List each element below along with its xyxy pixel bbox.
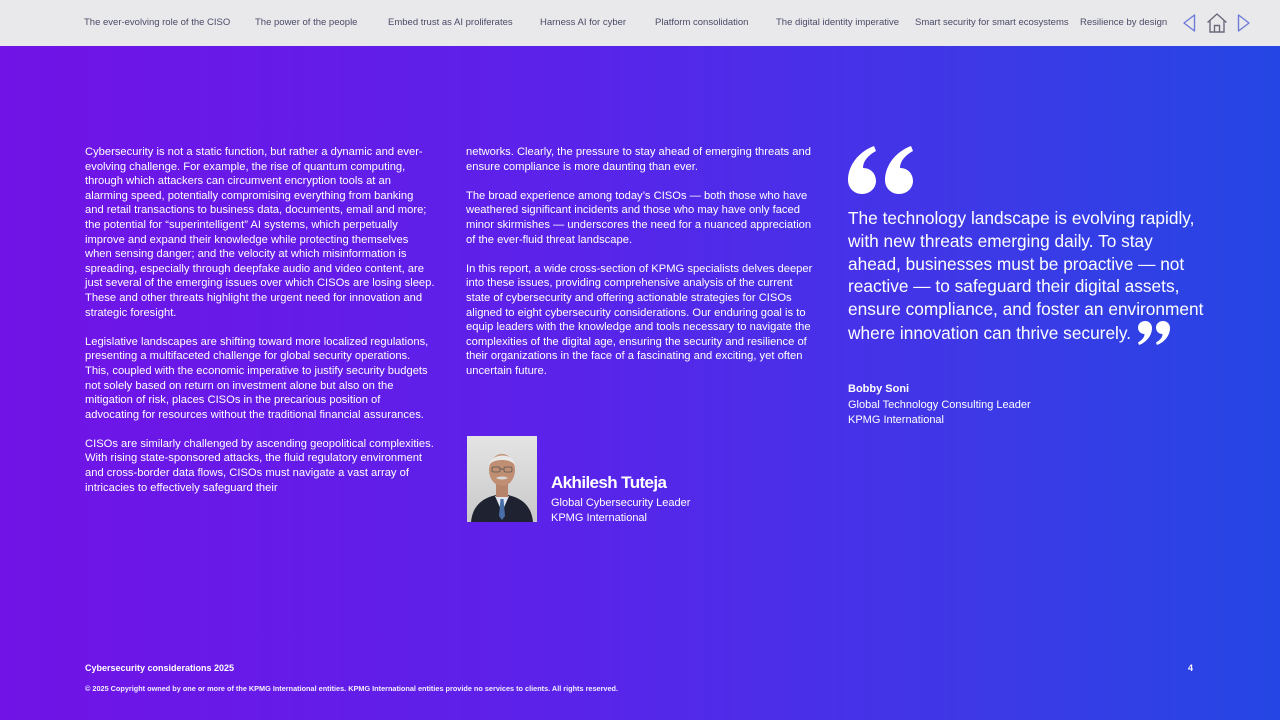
top-nav-bar xyxy=(0,0,1280,46)
nav-link-platform[interactable]: Platform consolidation xyxy=(655,17,749,28)
author-portrait xyxy=(467,436,537,522)
author-title-block xyxy=(551,496,690,525)
triangle-left-icon xyxy=(1182,12,1196,34)
paragraph: The broad experience among today’s CISOs — both those who have weathered significant incidents and those who may have only faced minor skirmishes — underscores the need for a nuanced appreciation of the ever-fluid threat landscape. xyxy=(466,189,812,246)
footer-document-title: Cybersecurity considerations 2025 xyxy=(85,663,235,673)
nav-link-ciso-role[interactable]: The ever-evolving role of the CISO xyxy=(84,17,231,28)
quote-author-title-block xyxy=(848,398,1031,427)
nav-link-smart-security[interactable]: Smart security for smart ecosystems xyxy=(915,17,1069,28)
triangle-right-icon xyxy=(1237,12,1251,34)
nav-link-resilience[interactable]: Resilience by design xyxy=(1080,17,1168,28)
paragraph: networks. Clearly, the pressure to stay ahead of emerging threats and ensure compliance is more daunting than ever. xyxy=(466,146,811,173)
close-quote-icon xyxy=(1137,321,1171,351)
quote-author-org: KPMG International xyxy=(848,413,944,426)
author-role: Global Cybersecurity Leader xyxy=(551,497,691,509)
nav-link-digital-identity[interactable]: The digital identity imperative xyxy=(776,17,900,28)
paragraph: In this report, a wide cross-section of KPMG specialists delves deeper into these issues, providing comprehensive analysis of the current state of cybersecurity and offering actionable strategies for CISOs aligned to eight cybersecurity considerations. Our enduring goal is to equip leaders with the knowledge and tools necessary to navigate the complexities of the digital age, ensuring the security and resilience of their organizations in the face of a fascinating and exciting, yet often uncertain future. xyxy=(466,262,813,377)
nav-link-power-of-people[interactable]: The power of the people xyxy=(255,17,358,28)
pull-quote-text: The technology landscape is evolving rapidly, with new threats emerging daily. To stay ahead, businesses must be proactive — not reactive — to safeguard their digital assets, ensure compliance, and foster an environment where innovation can thrive securely. xyxy=(848,208,1204,343)
body-column-1 xyxy=(85,145,435,510)
home-icon xyxy=(1205,11,1229,35)
previous-page-button[interactable] xyxy=(1182,12,1196,39)
paragraph: Legislative landscapes are shifting toward more localized regulations, presenting a multifaceted challenge for global security operations. This, coupled with the economic imperative to justify security budgets not solely based on return on investment alone but also on the mitigation of risk, places CISOs in the precarious position of advocating for resources without the traditional financial assurances. xyxy=(85,335,429,421)
author-name: Akhilesh Tuteja xyxy=(551,473,667,492)
nav-link-embed-trust[interactable]: Embed trust as AI proliferates xyxy=(388,17,513,28)
pull-quote xyxy=(848,207,1208,351)
open-quote-icon xyxy=(848,146,914,199)
quote-author-role: Global Technology Consulting Leader xyxy=(848,399,1031,411)
quote-author-name: Bobby Soni xyxy=(848,383,910,395)
home-button[interactable] xyxy=(1205,11,1229,40)
next-page-button[interactable] xyxy=(1237,12,1251,39)
footer-copyright: © 2025 Copyright owned by one or more of the KPMG International entities. KPMG International entities provide no services to clients. All rights reserved. xyxy=(85,684,619,693)
author-org: KPMG International xyxy=(551,511,647,524)
body-column-2 xyxy=(466,145,816,393)
nav-link-harness-ai[interactable]: Harness AI for cyber xyxy=(540,17,627,28)
paragraph: CISOs are similarly challenged by ascending geopolitical complexities. With rising state-sponsored attacks, the fluid regulatory environment and cross-border data flows, CISOs must navigate a vast array of intricacies to effectively safeguard their xyxy=(85,437,434,494)
page-number: 4 xyxy=(1188,663,1194,673)
paragraph: Cybersecurity is not a static function, but rather a dynamic and ever-evolving challenge. For example, the rise of quantum computing, through which attackers can circumvent encryption tools at an alarming speed, potentially compromising everything from banking and retail transactions to business data, documents, email and more; the potential for “superintelligent” AI systems, which perpetually improve and expand their knowledge while protecting themselves when sensing danger; and the velocity at which misinformation is spreading, especially through deepfake audio and video content, are just several of the emerging issues over which CISOs are losing sleep. These and other threats highlight the urgent need for innovation and strategic foresight. xyxy=(85,146,435,319)
